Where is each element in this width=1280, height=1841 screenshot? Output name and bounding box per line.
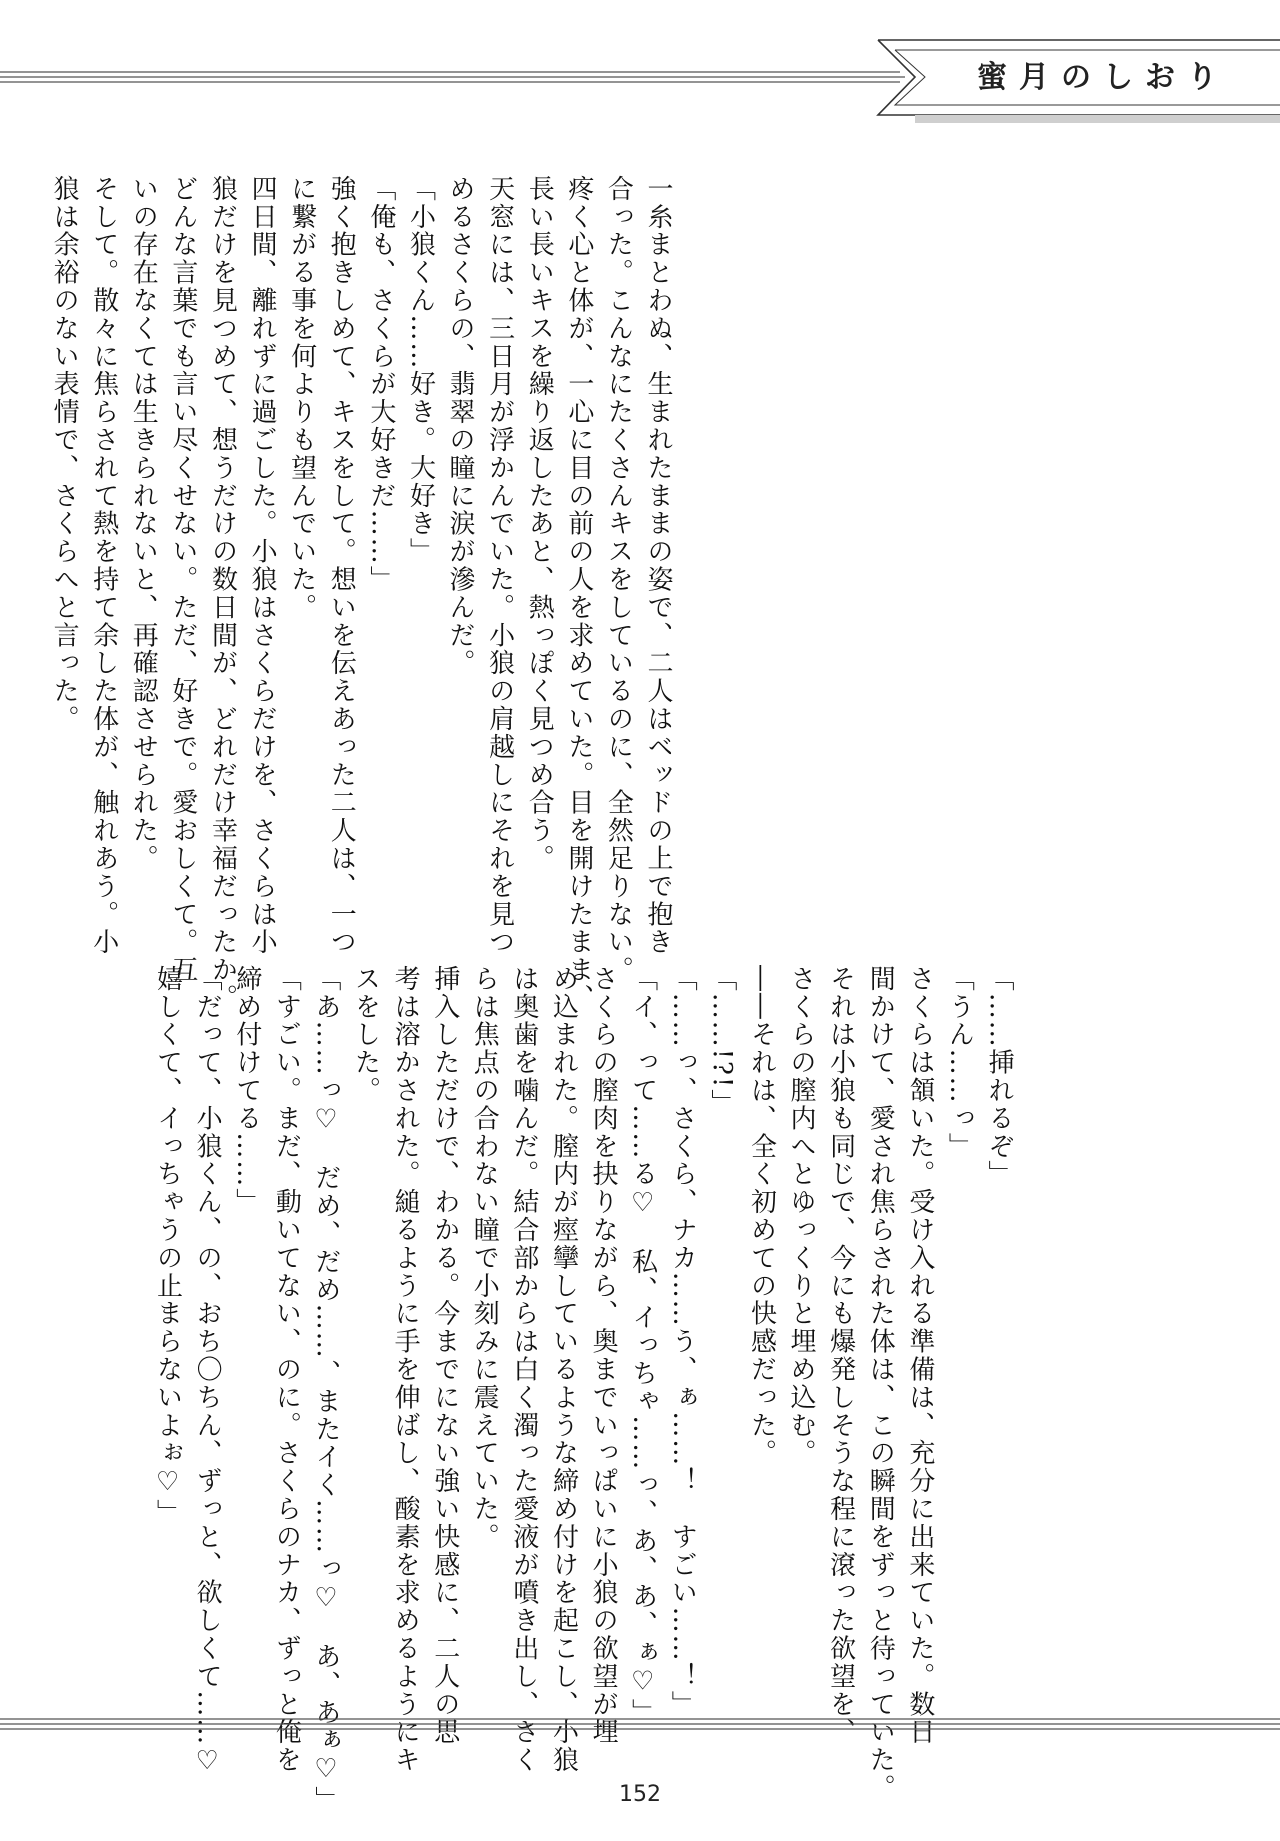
text-block-upper	[49, 175, 677, 1012]
text-line: さくらは頷いた。受け入れる準備は、充分に出来ていた。数日	[904, 965, 935, 1747]
text-line: 合った。こんなにたくさんキスをしているのに、全然足りない。	[603, 175, 634, 985]
text-line: 「だって、小狼くん、の、おち〇ちん、ずっと、欲しくて……♡	[192, 965, 223, 1779]
text-line: は奥歯を噛んだ。結合部からは白く濁った愛液が噴き出し、さく	[508, 965, 539, 1775]
text-line: 「……挿れるぞ」	[984, 965, 1014, 1189]
text-line: 狼は余裕のない表情で、さくらへと言った。	[49, 175, 80, 733]
text-line: いの存在なくては生きられないと、再確認させられた。	[128, 175, 159, 873]
running-header-title: 蜜月のしおり	[977, 60, 1229, 95]
text-line: 考は溶かされた。縋るように手を伸ばし、酸素を求めるようにキ	[390, 965, 421, 1775]
text-line: 「……!?!」	[706, 965, 737, 1118]
text-line: ――それは、全く初めての快感だった。	[746, 965, 777, 1468]
text-line: 「俺も、さくらが大好きだ……」	[365, 175, 396, 594]
text-line: 挿入しただけで、わかる。今までにない強い快感に、二人の思	[429, 965, 460, 1747]
text-line: めるさくらの、翡翠の瞳に涙が滲んだ。	[445, 175, 476, 678]
text-line: 「あ……っ♡ だめ、だめ……、またイく……っ♡ あ、あぁ♡」	[310, 965, 341, 1814]
text-line: 「……っ、さくら、ナカ……う、ぁ……！ すごい……！」	[667, 965, 698, 1719]
text-line: 間かけて、愛され焦らされた体は、この瞬間をずっと待っていた。	[865, 965, 896, 1802]
text-line: に繋がる事を何よりも望んでいた。	[286, 175, 317, 622]
text-line: 「小狼くん……好き。大好き」	[405, 175, 436, 566]
text-line: 「すごい。まだ、動いてない、のに。さくらのナカ、ずっと俺を	[271, 965, 302, 1775]
page-number: 152	[619, 1782, 661, 1807]
text-line: 「うん……っ」	[944, 965, 975, 1161]
text-line: そして。散々に焦らされて熱を持て余した体が、触れあう。小	[88, 175, 119, 957]
footer-ornament	[0, 1715, 1280, 1735]
text-line: 四日間、離れずに過ごした。小狼はさくらだけを、さくらは小	[247, 175, 278, 957]
text-line: 一糸まとわぬ、生まれたままの姿で、二人はベッドの上で抱き	[643, 175, 673, 957]
text-line: 嬉しくて、イっちゃうの止まらないよぉ♡」	[152, 965, 183, 1527]
text-line: らは焦点の合わない瞳で小刻みに震えていた。	[469, 965, 500, 1551]
text-line: それは小狼も同じで、今にも爆発しそうな程に滾った欲望を、	[825, 965, 856, 1747]
text-line: どんな言葉でも言い尽くせない。ただ、好きで。愛おしくて。互	[167, 175, 198, 985]
text-line: スをした。	[350, 965, 381, 1105]
text-line: 強く抱きしめて、キスをして。想いを伝えあった二人は、一つ	[326, 175, 357, 957]
text-line: 疼く心と体が、一心に目の前の人を求めていた。目を開けたまま、	[563, 175, 594, 1012]
text-line: 「イ、って……る♡ 私、イっちゃ……っ、あ、あ、ぁ♡」	[627, 965, 658, 1727]
text-line: 狼だけを見つめて、想うだけの数日間が、どれだけ幸福だったか。	[207, 175, 238, 1012]
text-line: 天窓には、三日月が浮かんでいた。小狼の肩越しにそれを見つ	[484, 175, 515, 957]
text-line: 締め付けてる……」	[231, 965, 262, 1217]
text-line: 長い長いキスを繰り返したあと、熱っぽく見つめ合う。	[524, 175, 555, 873]
text-line: め込まれた。膣内が痙攣しているような締め付けを起こし、小狼	[548, 965, 579, 1775]
text-line: さくらの膣肉を抉りながら、奥までいっぱいに小狼の欲望が埋	[588, 965, 619, 1747]
text-line: さくらの膣内へとゆっくりと埋め込む。	[786, 965, 817, 1468]
